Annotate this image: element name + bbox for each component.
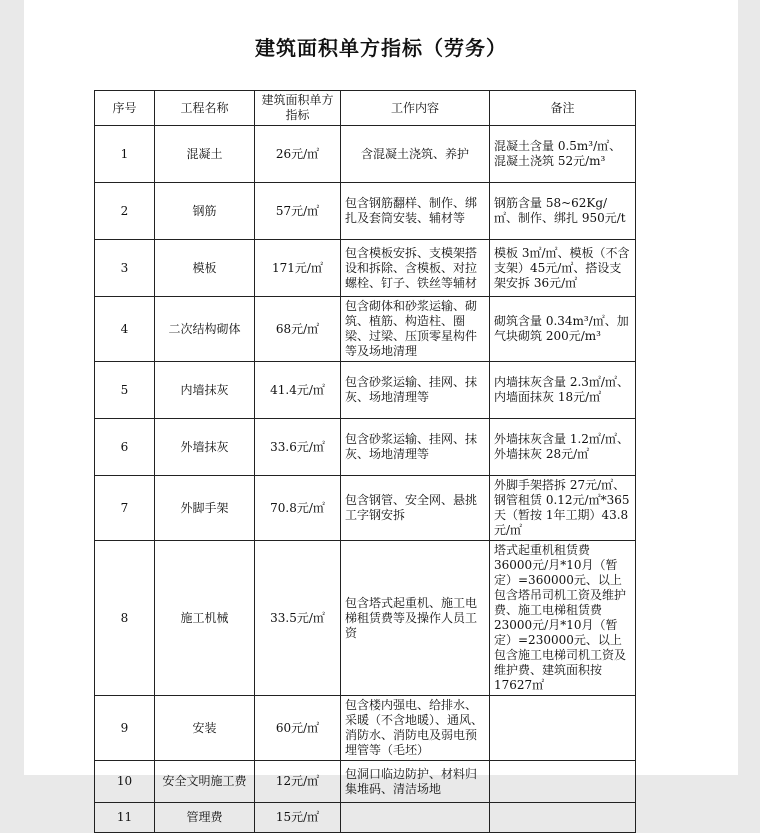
cell-area-index: 15元/㎡ bbox=[255, 803, 341, 833]
cell-remarks bbox=[490, 696, 636, 761]
header-project-name: 工程名称 bbox=[155, 91, 255, 126]
cell-work-content: 包含塔式起重机、施工电梯租赁费等及操作人员工资 bbox=[341, 541, 490, 696]
cell-work-content: 包含砂浆运输、挂网、抹灰、场地清理等 bbox=[341, 362, 490, 419]
table-row bbox=[95, 362, 636, 419]
table-row bbox=[95, 183, 636, 240]
cell-no: 3 bbox=[95, 240, 155, 297]
cell-work-content: 包含楼内强电、给排水、采暖（不含地暖）、通风、消防水、消防电及弱电预埋管等（毛坯） bbox=[341, 696, 490, 761]
table-row bbox=[95, 541, 636, 696]
cell-area-index: 33.5元/㎡ bbox=[255, 541, 341, 696]
cell-project-name: 混凝土 bbox=[155, 126, 255, 183]
cell-remarks: 外脚手架搭拆 27元/㎡、钢管租赁 0.12元/㎡*365天（暂按 1年工期）43.8元/㎡ bbox=[490, 476, 636, 541]
cell-project-name: 管理费 bbox=[155, 803, 255, 833]
cell-project-name: 施工机械 bbox=[155, 541, 255, 696]
cell-no: 7 bbox=[95, 476, 155, 541]
cell-area-index: 41.4元/㎡ bbox=[255, 362, 341, 419]
table-row bbox=[95, 803, 636, 833]
cell-no: 8 bbox=[95, 541, 155, 696]
cell-area-index: 70.8元/㎡ bbox=[255, 476, 341, 541]
table-header-row bbox=[95, 91, 636, 126]
header-no: 序号 bbox=[95, 91, 155, 126]
cell-remarks: 塔式起重机租赁费 36000元/月*10月（暂定）=360000元、以上包含塔吊司机工资及维护费、施工电梯租赁费 23000元/月*10月（暂定）=230000元、以上包含施工电梯司机工资及维护费、建筑面积按 17627㎡ bbox=[490, 541, 636, 696]
table-row bbox=[95, 696, 636, 761]
header-area-index: 建筑面积单方指标 bbox=[255, 91, 341, 126]
cell-no: 9 bbox=[95, 696, 155, 761]
cell-project-name: 安装 bbox=[155, 696, 255, 761]
cell-remarks: 外墙抹灰含量 1.2㎡/㎡、外墙抹灰 28元/㎡ bbox=[490, 419, 636, 476]
table-row bbox=[95, 761, 636, 803]
cell-project-name: 二次结构砌体 bbox=[155, 297, 255, 362]
header-work-content: 工作内容 bbox=[341, 91, 490, 126]
cell-area-index: 33.6元/㎡ bbox=[255, 419, 341, 476]
cell-area-index: 57元/㎡ bbox=[255, 183, 341, 240]
cell-area-index: 171元/㎡ bbox=[255, 240, 341, 297]
cell-work-content bbox=[341, 803, 490, 833]
cell-work-content: 包含砂浆运输、挂网、抹灰、场地清理等 bbox=[341, 419, 490, 476]
cell-no: 11 bbox=[95, 803, 155, 833]
cell-area-index: 26元/㎡ bbox=[255, 126, 341, 183]
cell-remarks: 混凝土含量 0.5m³/㎡、混凝土浇筑 52元/m³ bbox=[490, 126, 636, 183]
cell-project-name: 外墙抹灰 bbox=[155, 419, 255, 476]
document-title: 建筑面积单方指标（劳务） bbox=[255, 36, 507, 60]
cell-project-name: 安全文明施工费 bbox=[155, 761, 255, 803]
cell-project-name: 钢筋 bbox=[155, 183, 255, 240]
cell-no: 10 bbox=[95, 761, 155, 803]
cell-no: 1 bbox=[95, 126, 155, 183]
table-row bbox=[95, 126, 636, 183]
cell-no: 5 bbox=[95, 362, 155, 419]
cell-area-index: 60元/㎡ bbox=[255, 696, 341, 761]
cell-work-content: 含混凝土浇筑、养护 bbox=[341, 126, 490, 183]
table-row bbox=[95, 476, 636, 541]
table-row bbox=[95, 419, 636, 476]
cell-area-index: 68元/㎡ bbox=[255, 297, 341, 362]
cell-remarks: 砌筑含量 0.34m³/㎡、加气块砌筑 200元/m³ bbox=[490, 297, 636, 362]
table-row bbox=[95, 297, 636, 362]
cell-remarks: 内墙抹灰含量 2.3㎡/㎡、内墙面抹灰 18元/㎡ bbox=[490, 362, 636, 419]
cell-area-index: 12元/㎡ bbox=[255, 761, 341, 803]
cell-project-name: 模板 bbox=[155, 240, 255, 297]
table-row bbox=[95, 240, 636, 297]
cell-remarks bbox=[490, 803, 636, 833]
document-page bbox=[24, 0, 738, 824]
cost-index-table bbox=[94, 90, 636, 833]
cell-remarks bbox=[490, 761, 636, 803]
cell-project-name: 内墙抹灰 bbox=[155, 362, 255, 419]
cell-no: 6 bbox=[95, 419, 155, 476]
cell-remarks: 模板 3㎡/㎡、模板（不含支架）45元/㎡、搭设支架安拆 36元/㎡ bbox=[490, 240, 636, 297]
cell-work-content: 包洞口临边防护、材料归集堆码、清洁场地 bbox=[341, 761, 490, 803]
cell-no: 2 bbox=[95, 183, 155, 240]
cell-work-content: 包含钢筋翻样、制作、绑扎及套筒安装、辅材等 bbox=[341, 183, 490, 240]
cell-work-content: 包含钢管、安全网、悬挑工字钢安拆 bbox=[341, 476, 490, 541]
cell-remarks: 钢筋含量 58~62Kg/㎡、制作、绑扎 950元/t bbox=[490, 183, 636, 240]
cell-project-name: 外脚手架 bbox=[155, 476, 255, 541]
header-remarks: 备注 bbox=[490, 91, 636, 126]
cell-work-content: 包含砌体和砂浆运输、砌筑、植筋、构造柱、圈梁、过梁、压顶零星构件等及场地清理 bbox=[341, 297, 490, 362]
cell-no: 4 bbox=[95, 297, 155, 362]
cell-work-content: 包含模板安拆、支模架搭设和拆除、含模板、对拉螺栓、钉子、铁丝等辅材 bbox=[341, 240, 490, 297]
